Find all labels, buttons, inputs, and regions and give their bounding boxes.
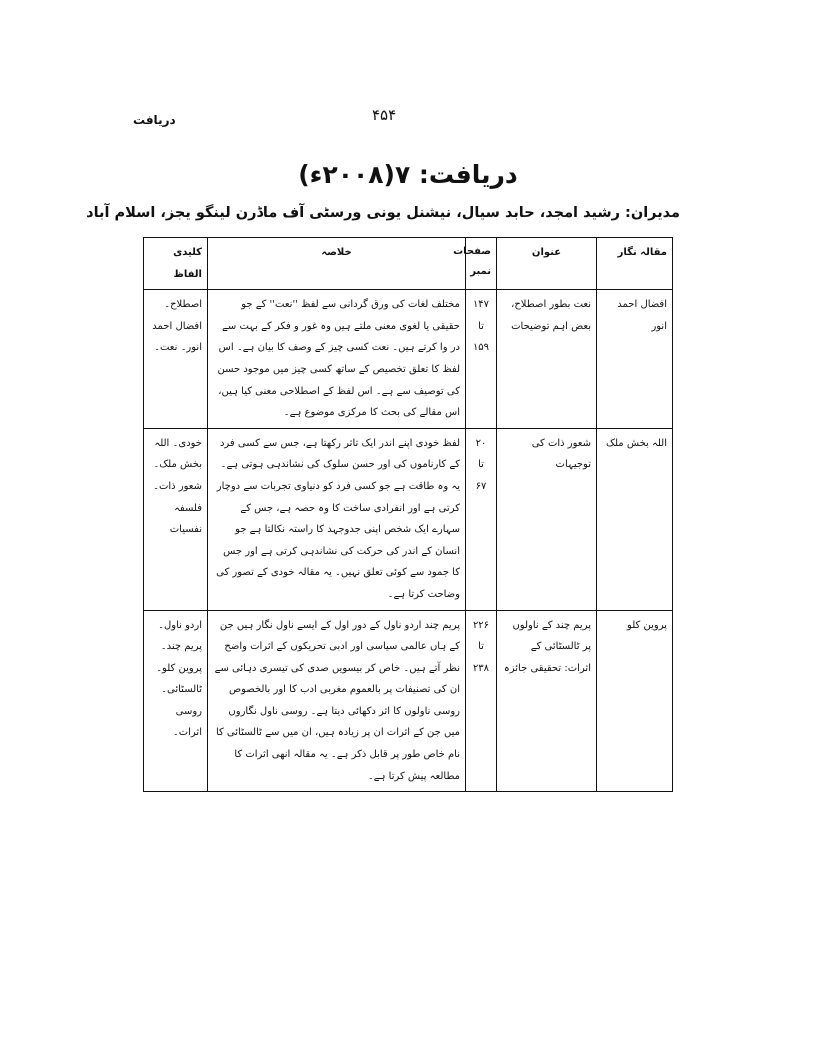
keywords-cell: خودی۔ اللہ بخش ملک۔ شعور ذات۔ فلسفہ نفسیات <box>144 428 208 610</box>
pages-start: ۱۴۷ <box>472 299 490 311</box>
pages-start: ۲۰ <box>475 437 487 449</box>
title-cell: شعور ذات کی توجیہات <box>497 428 597 610</box>
table-row <box>144 610 673 792</box>
header-row <box>144 238 673 290</box>
pages-cell <box>466 290 497 429</box>
header-title: عنوان <box>497 238 597 290</box>
page-title: دریافت: ۷(۲۰۰۸ء) <box>298 160 518 189</box>
author-cell: اللہ بخش ملک <box>597 428 673 610</box>
header-pages-line1: صفحات <box>453 246 491 257</box>
summary-cell: مختلف لغات کی ورق گردانی سے لفظ ''نعت'' کے جو حقیقی یا لغوی معنی ملتے ہیں وہ غور و فکر کے بہت سے در وا کرتے ہیں۔ نعت کسی چیز کے وصف کا بیان ہے۔ اس لفظ کا تعلق تخصیص کے ساتھ کسی چیز میں موجود حسن کی توصیف سے ہے۔ اس لفظ کے اصطلاحی معنی کیا ہیں، اس مقالے کی بحث کا مرکزی موضوع ہے۔ <box>208 290 466 429</box>
table-row <box>144 290 673 429</box>
table-row <box>144 428 673 610</box>
title-cell: پریم چند کے ناولوں پر ٹالسٹائی کے اثرات: تحقیقی جائزہ <box>497 610 597 792</box>
header-pages <box>453 238 497 290</box>
editors-line: مدیران: رشید امجد، حابد سیال، نیشنل یونی ورسٹی آف ماڈرن لینگو یجز، اسلام آباد <box>86 205 680 221</box>
page-number: ۴۵۴ <box>372 106 397 124</box>
title-cell: نعت بطور اصطلاح، بعض اہم توضیحات <box>497 290 597 429</box>
pages-end: ۶۷ <box>475 480 487 492</box>
summary-cell: پریم چند اردو ناول کے دور اول کے ایسے ناول نگار ہیں جن کے ہاں عالمی سیاسی اور ادبی تحریکوں کے اثرات واضح نظر آتے ہیں۔ خاص کر بیسویں صدی کی تیسری دہائی سے ان کی تصنیفات پر بالعموم مغربی ادب کا اور بالخصوص روسی ناولوں کا اثر دکھائی دیتا ہے۔ روسی ناول نگاروں میں جن کے اثرات ان پر زیادہ ہیں، ان میں سے ٹالسٹائی کا نام خاص طور پر قابل ذکر ہے۔ یہ مقالہ انھی اثرات کا مطالعہ پیش کرتا ہے۔ <box>208 610 466 792</box>
pages-cell <box>466 610 497 792</box>
header-author: مقالہ نگار <box>597 238 673 290</box>
pages-end: ۱۵۹ <box>472 342 490 354</box>
summary-cell: لفظ خودی اپنے اندر ایک تاثر رکھتا ہے، جس سے کسی فرد کے کارناموں کی اور حسن سلوک کی نشاندہی ہوتی ہے۔ یہ وہ طاقت ہے جو کسی فرد کو دنیاوی تجربات سے دوچار کرتی ہے اور انفرادی ساخت کا وہ حصہ ہے، جس کے سہارے ایک شخص اپنی جدوجہد کا راستہ نکالتا ہے جو انسان کے اندر کی حرکت کی نشاندہی کرتی ہے اور جس کا جمود سے کوئی تعلق نہیں۔ یہ مقالہ خودی کے تصور کی وضاحت کرتا ہے۔ <box>208 428 466 610</box>
header-summary: خلاصہ <box>208 238 466 290</box>
pages-to: تا <box>478 641 484 653</box>
author-cell: پروین کلو <box>597 610 673 792</box>
author-cell: افضال احمد انور <box>597 290 673 429</box>
header-pages-line2: نمبر <box>470 266 491 277</box>
header-keywords: کلیدی الفاظ <box>144 238 208 290</box>
running-head: دریافت <box>133 113 176 127</box>
pages-to: تا <box>478 320 484 332</box>
pages-to: تا <box>478 459 484 471</box>
pages-start: ۲۲۶ <box>472 619 490 631</box>
keywords-cell: اصطلاح۔ افضال احمد انور۔ نعت۔ <box>144 290 208 429</box>
keywords-cell: اردو ناول۔ پریم چند۔ پروین کلو۔ ٹالسٹائی۔ روسی اثرات۔ <box>144 610 208 792</box>
pages-cell <box>466 428 497 610</box>
pages-end: ۲۳۸ <box>472 662 490 674</box>
article-index-table <box>143 237 673 792</box>
